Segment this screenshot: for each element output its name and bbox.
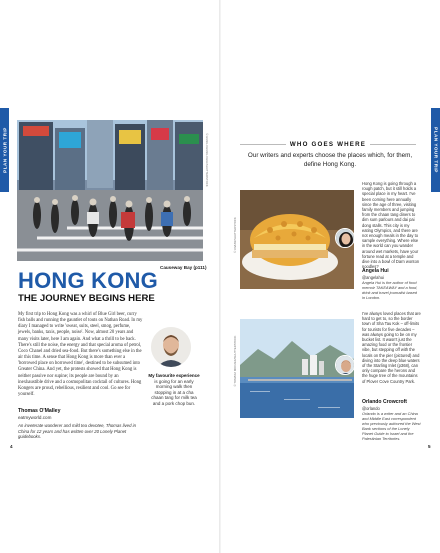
angela-handle: @angelahui (362, 275, 384, 280)
author-bio: An inveterate wanderer and mild tea devotee, Thomas lived in China for 12 years and has written over 20 Lonely Planet guidebooks. (18, 423, 136, 439)
angela-name: Angela Hui (362, 268, 389, 274)
author-portrait-illustration (151, 327, 191, 367)
page-gutter (219, 0, 221, 553)
orlando-name: Orlando Crowcroft (362, 399, 407, 405)
food-photo-credit (232, 210, 237, 260)
angela-bio: Angela Hui is the author of food memoir TAKEAWAY and a food, drink and travel journalist based in London. (362, 280, 418, 300)
page-subtitle: THE JOURNEY BEGINS HERE (18, 293, 155, 304)
author-name: Thomas O'Malley (18, 408, 61, 414)
page-number-left: 4 (10, 444, 13, 449)
side-tab-left (0, 108, 9, 192)
side-tab-left-label: PLAN YOUR TRIP (2, 127, 7, 173)
orlando-text: I've always loved places that are hard to get to, so the border town of Sha Tau Kok – off-limits for tourists for five decades – was always going to be on my bucket list. It wasn't just the amazing food or the frontier vibe, but stepping off with the locals on the pier (pictured) and diving into the deep blue waters of the Starling Inlet (p368), can only compare the herons and the huge tree of the mountains of Plover Cove Country Park. (362, 311, 421, 384)
food-photo-credit-text: © VIVIAN/SHUTTERSTOCK (232, 217, 237, 253)
section-intro: Our writers and experts choose the places which, for them, define Hong Kong. (247, 152, 413, 168)
author-website: eatmyworld.com (18, 415, 52, 420)
orlando-portrait (335, 355, 355, 375)
side-tab-right (431, 108, 440, 192)
harbour-photo-credit-text: © TOMASZ MOCZEK/SHUTTERSTOCK (232, 335, 237, 387)
street-photo-illustration (17, 120, 203, 261)
header-rule-right (370, 144, 416, 145)
left-photo-credit-text: © HUNG CHUNG CHIH/SHUTTERSTOCK (204, 133, 209, 187)
street-crowd-photo (17, 120, 203, 261)
orlando-bio: Orlando is a writer and an China and Middle East correspondent who previously authored the West Bank sections of the Lonely Planet Guide to Israel and the Palestinian Territories. (362, 411, 421, 441)
angela-text: Hong Kong is going through a rough patch, but it still holds a special place in my heart. I've been coming here annually since the age of three, visiting family members and jumping from the chaan tang diners to dim sum parlours and dai pai dong stalls. This city is my eating Olympics, and there are not enough meals in the day to sample everything. Where else in the world can you wander around wet markets, have your fortune read at a temple and dive into a bowl of Darn wonton noodles? (362, 181, 420, 270)
favourite-label: My favourite experience (148, 373, 200, 378)
favourite-text: is going for an early morning walk then stopping in at a cha chaan tang for milk tea and a pork chop bun. (151, 378, 197, 406)
photo-caption: Causeway Bay (p111) (160, 265, 207, 270)
page-title: HONG KONG (18, 268, 158, 293)
orlando-handle: @orlando (362, 406, 380, 411)
harbour-photo-credit (232, 336, 237, 386)
left-photo-credit (204, 130, 209, 190)
angela-portrait (335, 228, 355, 248)
section-title: WHO GOES WHERE (289, 141, 367, 148)
author-portrait (151, 327, 191, 367)
page-number-right: 5 (428, 444, 431, 449)
side-tab-right-label: PLAN YOUR TRIP (433, 127, 438, 173)
favourite-experience (148, 373, 200, 407)
intro-paragraph: My first trip to Hong Kong was a whirl of Blue Girl beer, curry fish balls and running the gauntlet of touts on Nathan Road. In my diary I managed to write 'sweat, suits, steel, smog, perfume, jewels, banks, taxis, people, noise'. Now, almost 20 years and many visits later, here I am again. And what a thrill to be back. There's still the noise, the energy and that special aroma of petrol, Coco Chanel and dried sea-food. But there's something else in the air this time. A sense that Hong Kong is more than ever a 'borrowed place on borrowed time', destined to be subsumed into Greater China. And yet, the protests showed that Hong Kong is neither passive nor supine; its people are bound by an inexhaustible drive and a cosmopolitan cocktail of cultures. Hong Kongers are proud, rebellious, resilient and cool. Go see for yourself. (18, 312, 143, 398)
